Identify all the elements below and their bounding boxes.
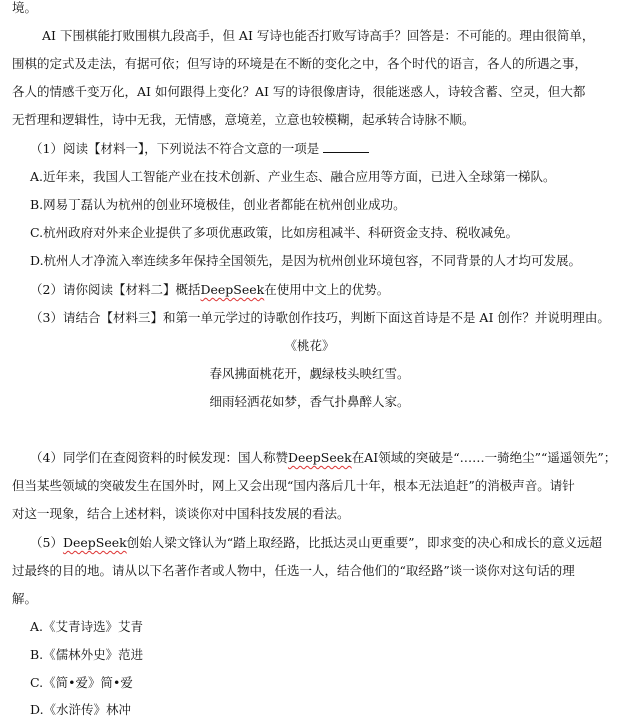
q5-term: DeepSeek — [62, 535, 127, 550]
q5-option-d: D.《水浒传》林冲 — [30, 702, 132, 717]
q1-option-d: D.杭州人才净流入率连续多年保持全国领先，是因为杭州创业环境包容，不同背景的人才均可发展。 — [30, 253, 582, 268]
paragraph-line: 围棋的定式及走法，有据可依；但写诗的环境是在不断的变化之中，各个时代的语言，各人的所遇之事， — [12, 56, 588, 71]
question-1-stem — [30, 141, 369, 157]
q5-post: 创始人梁文锋认为“踏上取经路，比抵达灵山更重要”，即求变的决心和成长的意义远超 — [126, 535, 603, 550]
question-3: （3）请结合【材料三】和第一单元学过的诗歌创作技巧，判断下面这首诗是不是 AI 创作？并说明理由。 — [30, 310, 610, 325]
question-1-text: （1）阅读【材料一】，下列说法不符合文意的一项是 — [30, 141, 320, 156]
paragraph-line: AI 下围棋能打败围棋九段高手，但 AI 写诗也能否打败写诗高手？回答是：不可能的。理由很简单， — [42, 28, 595, 43]
q1-option-a: A.近年来，我国人工智能产业在技术创新、产业生态、融合应用等方面，已进入全球第一梯队。 — [30, 169, 556, 184]
question-5-line-3: 解。 — [12, 591, 38, 606]
question-4-line-2: 但当某些领域的突破发生在国外时，网上又会出现“国内落后几十年，根本无法追赶”的消极声音。请针 — [12, 478, 575, 493]
q5-option-c: C.《简•爱》简•爱 — [30, 675, 133, 690]
q5-pre: （5） — [30, 535, 63, 550]
question-5-line-1 — [30, 535, 602, 551]
q4-post: 在AI领域的突破是“……一骑绝尘”“遥遥领先”； — [351, 450, 617, 465]
q5-option-a: A.《艾青诗选》艾青 — [30, 619, 144, 634]
poem-line: 细雨轻洒花如梦，香气扑鼻醉人家。 — [209, 394, 410, 409]
question-2 — [30, 282, 389, 298]
q1-option-c: C.杭州政府对外来企业提供了多项优惠政策，比如房租减半、科研资金支持、税收减免。 — [30, 225, 519, 240]
q2-term: DeepSeek — [200, 282, 265, 297]
paragraph-line: 各人的情感千变万化，AI 如何跟得上变化？AI 写的诗很像唐诗，很能迷惑人，诗较含蓄、空灵，但大都 — [12, 84, 586, 99]
top-fragment: 境。 — [12, 0, 38, 15]
question-5-line-2: 过最终的目的地。请从以下名著作者或人物中，任选一人，结合他们的“取经路”谈一谈你对这句话的理 — [12, 563, 575, 578]
question-4-line-1 — [30, 450, 616, 466]
poem-title: 《桃花》 — [284, 338, 335, 353]
q4-term: DeepSeek — [287, 450, 352, 465]
q2-pre: （2）请你阅读【材料二】概括 — [30, 282, 201, 297]
q4-pre: （4）同学们在查阅资料的时候发现：国人称赞 — [30, 450, 288, 465]
answer-blank[interactable] — [323, 141, 369, 153]
q2-post: 在使用中文上的优势。 — [264, 282, 390, 297]
q1-option-b: B.网易丁磊认为杭州的创业环境极佳，创业者都能在杭州创业成功。 — [30, 197, 406, 212]
q5-option-b: B.《儒林外史》范进 — [30, 647, 144, 662]
question-4-line-3: 对这一现象，结合上述材料，谈谈你对中国科技发展的看法。 — [12, 506, 350, 521]
poem-line: 春风拂面桃花开，觑绿枝头映红雪。 — [209, 366, 410, 381]
paragraph-line: 无哲理和逻辑性，诗中无我，无情感，意境差，立意也较模糊，起承转合诗脉不顺。 — [12, 112, 475, 127]
